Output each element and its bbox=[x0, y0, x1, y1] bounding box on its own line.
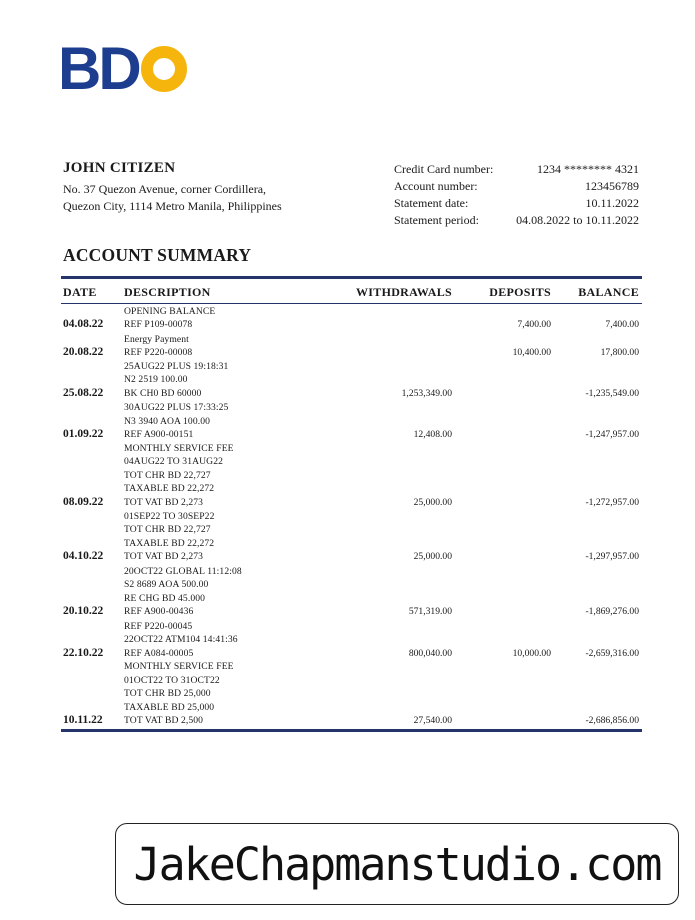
customer-name: JOHN CITIZEN bbox=[63, 160, 176, 176]
info-label: Statement period: bbox=[394, 213, 479, 227]
statement-info bbox=[394, 161, 639, 229]
description-line: TOT VAT BD 2,500 bbox=[124, 715, 204, 726]
description-line: TAXABLE BD 25,000 bbox=[124, 702, 215, 713]
description-line: TOT VAT BD 2,273 bbox=[124, 551, 204, 562]
account-summary-table bbox=[61, 276, 642, 732]
description-line: TOT VAT BD 2,273 bbox=[124, 497, 204, 508]
description-line: S2 8689 AOA 500.00 bbox=[124, 579, 209, 590]
description-line: RE CHG BD 45.000 bbox=[124, 593, 206, 604]
balance-amount: -2,686,856.00 bbox=[585, 715, 639, 726]
transaction-date: 08.09.22 bbox=[63, 496, 104, 508]
withdrawal-amount: 1,253,349.00 bbox=[401, 388, 452, 399]
description-line: REF A900-00151 bbox=[124, 429, 194, 440]
transaction-date: 20.10.22 bbox=[63, 605, 104, 617]
account-summary-title: ACCOUNT SUMMARY bbox=[63, 245, 252, 265]
description-line: 01SEP22 TO 30SEP22 bbox=[124, 511, 215, 522]
deposit-amount: 7,400.00 bbox=[517, 319, 551, 330]
customer-block bbox=[63, 160, 282, 215]
header-rule bbox=[61, 303, 642, 304]
transaction-date: 01.09.22 bbox=[63, 428, 104, 440]
withdrawal-amount: 25,000.00 bbox=[413, 497, 452, 508]
description-line: TAXABLE BD 22,272 bbox=[124, 538, 215, 549]
info-row-statement-period bbox=[394, 212, 639, 229]
description-line: 22OCT22 ATM104 14:41:36 bbox=[124, 634, 238, 645]
description-line: TOT CHR BD 22,727 bbox=[124, 470, 211, 481]
header-date: DATE bbox=[63, 285, 97, 299]
deposit-amount: 10,400.00 bbox=[512, 347, 551, 358]
table-top-rule bbox=[61, 276, 642, 279]
transaction-date: 04.08.22 bbox=[63, 318, 104, 330]
description-line: REF P220-00008 bbox=[124, 347, 193, 358]
header-withdrawals: WITHDRAWALS bbox=[356, 285, 452, 299]
description-line: REF P220-00045 bbox=[124, 621, 193, 632]
description-line: BK CH0 BD 60000 bbox=[124, 388, 202, 399]
info-label: Credit Card number: bbox=[394, 162, 494, 176]
customer-address-line2: Quezon City, 1114 Metro Manila, Philippines bbox=[63, 199, 282, 213]
transaction-date: 22.10.22 bbox=[63, 647, 104, 659]
info-row-statement-date bbox=[394, 195, 639, 212]
description-line: N2 2519 100.00 bbox=[124, 374, 188, 385]
transaction-date: 04.10.22 bbox=[63, 550, 104, 562]
description-line: 04AUG22 TO 31AUG22 bbox=[124, 456, 223, 467]
withdrawal-amount: 571,319.00 bbox=[408, 606, 452, 617]
balance-amount: -1,869,276.00 bbox=[585, 606, 639, 617]
description-line: TAXABLE BD 22,272 bbox=[124, 483, 215, 494]
header-deposits: DEPOSITS bbox=[489, 285, 551, 299]
balance-amount: -1,272,957.00 bbox=[585, 497, 639, 508]
info-row-account-number bbox=[394, 178, 639, 195]
withdrawal-amount: 25,000.00 bbox=[413, 551, 452, 562]
description-line: 30AUG22 PLUS 17:33:25 bbox=[124, 402, 229, 413]
balance-amount: -2,659,316.00 bbox=[585, 648, 639, 659]
description-line: OPENING BALANCE bbox=[124, 306, 216, 317]
info-value: 1234 ******** 4321 bbox=[537, 162, 639, 176]
withdrawal-amount: 800,040.00 bbox=[408, 648, 452, 659]
watermark-box bbox=[115, 823, 679, 905]
description-line: 20OCT22 GLOBAL 11:12:08 bbox=[124, 566, 242, 577]
balance-amount: -1,235,549.00 bbox=[585, 388, 639, 399]
transaction-date: 10.11.22 bbox=[63, 714, 103, 726]
balance-amount: -1,297,957.00 bbox=[585, 551, 639, 562]
withdrawal-amount: 27,540.00 bbox=[413, 715, 452, 726]
logo-letters: BD bbox=[58, 35, 139, 102]
info-label: Statement date: bbox=[394, 196, 469, 210]
description-line: MONTHLY SERVICE FEE bbox=[124, 443, 234, 454]
transaction-date: 25.08.22 bbox=[63, 387, 104, 399]
description-line: REF P109-00078 bbox=[124, 319, 193, 330]
header-description: DESCRIPTION bbox=[124, 285, 211, 299]
transaction-date: 20.08.22 bbox=[63, 346, 104, 358]
info-value: 04.08.2022 to 10.11.2022 bbox=[516, 213, 639, 227]
description-line: 01OCT22 TO 31OCT22 bbox=[124, 675, 220, 686]
watermark-text: JakeChapmanstudio.com bbox=[133, 837, 661, 891]
description-line: Energy Payment bbox=[124, 334, 189, 345]
description-line: TOT CHR BD 22,727 bbox=[124, 524, 211, 535]
description-line: REF A900-00436 bbox=[124, 606, 194, 617]
balance-amount: -1,247,957.00 bbox=[585, 429, 639, 440]
header-balance: BALANCE bbox=[578, 285, 639, 299]
info-row-card-number bbox=[394, 161, 639, 178]
description-line: REF A084-00005 bbox=[124, 648, 194, 659]
description-line: MONTHLY SERVICE FEE bbox=[124, 661, 234, 672]
description-line: TOT CHR BD 25,000 bbox=[124, 688, 211, 699]
description-line: N3 3940 AOA 100.00 bbox=[124, 416, 211, 427]
info-value: 123456789 bbox=[585, 179, 639, 193]
customer-address-line1: No. 37 Quezon Avenue, corner Cordillera, bbox=[63, 182, 267, 196]
info-value: 10.11.2022 bbox=[585, 196, 639, 210]
logo-o-ring bbox=[141, 46, 187, 92]
table-bottom-rule bbox=[61, 729, 642, 732]
description-line: 25AUG22 PLUS 19:18:31 bbox=[124, 361, 229, 372]
withdrawal-amount: 12,408.00 bbox=[413, 429, 452, 440]
info-label: Account number: bbox=[394, 179, 478, 193]
bdo-logo bbox=[58, 35, 187, 102]
balance-amount: 17,800.00 bbox=[600, 347, 639, 358]
deposit-amount: 10,000.00 bbox=[512, 648, 551, 659]
balance-amount: 7,400.00 bbox=[605, 319, 639, 330]
